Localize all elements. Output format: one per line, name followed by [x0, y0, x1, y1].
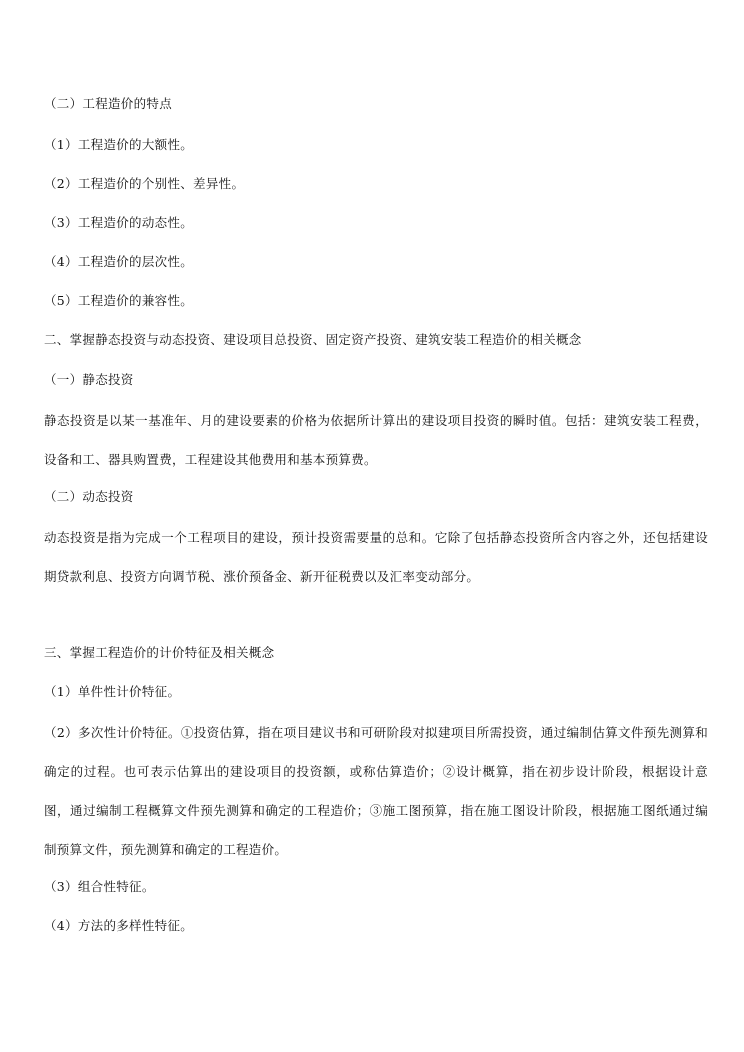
static-investment-paragraph: 静态投资是以某一基准年、月的建设要素的价格为依据所计算出的建设项目投资的瞬时值。包括：建筑安装工程费，设备和工、器具购置费，工程建设其他费用和基本预算费。 — [44, 413, 708, 467]
feature-item-1: （1）工程造价的大额性。 — [44, 137, 194, 152]
pricing-item-3: （3）组合性特征。 — [44, 879, 155, 894]
feature-item-4: （4）工程造价的层次性。 — [44, 254, 194, 269]
heading-three: 三、掌握工程造价的计价特征及相关概念 — [44, 645, 275, 660]
feature-item-3: （3）工程造价的动态性。 — [44, 215, 194, 230]
feature-item-2: （2）工程造价的个别性、差异性。 — [44, 176, 245, 191]
dynamic-investment-paragraph: 动态投资是指为完成一个工程项目的建设，预计投资需要量的总和。它除了包括静态投资所含内容之外，还包括建设期贷款利息、投资方向调节税、涨价预备金、新开征税费以及汇率变动部分。 — [44, 530, 708, 584]
section-heading-characteristics: （二）工程造价的特点 — [44, 96, 173, 111]
heading-two: 二、掌握静态投资与动态投资、建设项目总投资、固定资产投资、建筑安装工程造价的相关概念 — [44, 332, 582, 347]
static-investment-heading: （一）静态投资 — [44, 372, 134, 387]
dynamic-investment-heading: （二）动态投资 — [44, 489, 134, 504]
pricing-item-1: （1）单件性计价特征。 — [44, 684, 181, 699]
feature-item-5: （5）工程造价的兼容性。 — [44, 293, 194, 308]
pricing-item-4: （4）方法的多样性特征。 — [44, 918, 194, 933]
pricing-item-2-paragraph: （2）多次性计价特征。①投资估算，指在项目建议书和可研阶段对拟建项目所需投资，通过编制估算文件预先测算和确定的过程。也可表示估算出的建设项目的投资额，或称估算造价；②设计概算，指在初步设计阶段，根据设计意图，通过编制工程概算文件预先测算和确定的工程造价；③施工图预算，指在施工图设计阶段，根据施工图纸通过编制预算文件，预先测算和确定的工程造价。 — [44, 725, 708, 857]
